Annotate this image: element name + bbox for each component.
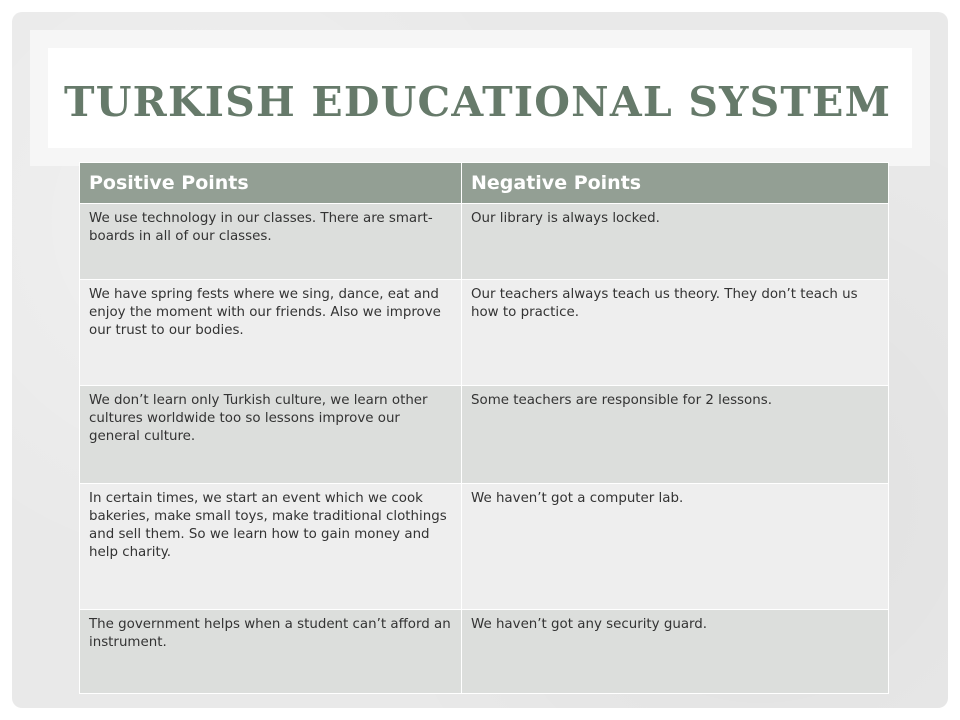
table-row [80, 484, 889, 610]
table-row [80, 280, 889, 386]
negative-point-cell: Our library is always locked. [462, 204, 889, 280]
header-positive-points: Positive Points [80, 163, 462, 204]
slide-title: TURKISH EDUCATIONAL SYSTEM [64, 78, 892, 126]
negative-point-cell: We haven’t got any security guard. [462, 610, 889, 694]
negative-point-cell: We haven’t got a computer lab. [462, 484, 889, 610]
table-row [80, 610, 889, 694]
positive-point-cell: We don’t learn only Turkish culture, we learn other cultures worldwide too so lessons improve our general culture. [80, 386, 462, 484]
table-row [80, 204, 889, 280]
points-table [79, 162, 889, 694]
table-row [80, 386, 889, 484]
table-header-row [80, 163, 889, 204]
negative-point-cell: Our teachers always teach us theory. They don’t teach us how to practice. [462, 280, 889, 386]
positive-point-cell: We have spring fests where we sing, dance, eat and enjoy the moment with our friends. Also we improve our trust to our bodies. [80, 280, 462, 386]
positive-point-cell: We use technology in our classes. There are smart-boards in all of our classes. [80, 204, 462, 280]
positive-point-cell: In certain times, we start an event which we cook bakeries, make small toys, make traditional clothings and sell them. So we learn how to gain money and help charity. [80, 484, 462, 610]
negative-point-cell: Some teachers are responsible for 2 lessons. [462, 386, 889, 484]
header-negative-points: Negative Points [462, 163, 889, 204]
positive-point-cell: The government helps when a student can’t afford an instrument. [80, 610, 462, 694]
